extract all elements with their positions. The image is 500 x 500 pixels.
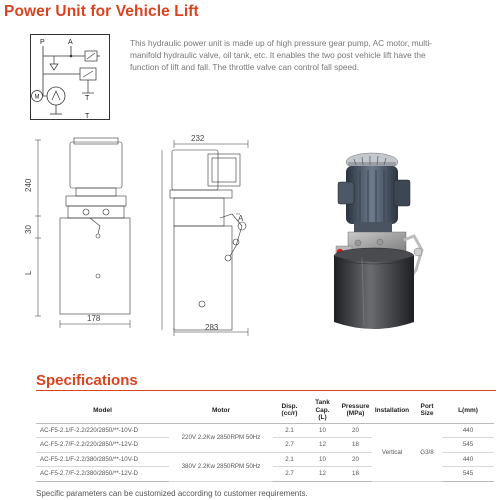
header-length: L(mm): [442, 398, 494, 423]
cell-model: AC-F5-2.1/F-2.2/220/2850/**-10V-D: [36, 423, 169, 438]
cell-pressure: 20: [339, 452, 372, 467]
dim-label-30: 30: [24, 225, 33, 234]
table-header-row: [36, 398, 494, 423]
cell-pressure: 18: [339, 438, 372, 453]
cell-length: 545: [442, 467, 494, 482]
specifications-title: Specifications: [36, 372, 138, 389]
header-installation: Installation: [372, 398, 412, 423]
svg-text:T: T: [85, 95, 90, 102]
cell-model: AC-F5-2.1/F-2.2/380/2850/**-10V-D: [36, 452, 169, 467]
cell-model: AC-F5-2.7/F-2.2/380/2850/**-12V-D: [36, 467, 169, 482]
cell-disp: 2.1: [273, 452, 306, 467]
specifications-divider: [36, 390, 496, 391]
front-view-drawing: [24, 130, 158, 330]
customization-note: Specific parameters can be customized according to customer requirements.: [36, 489, 308, 498]
svg-text:M: M: [34, 94, 40, 101]
cell-tank: 10: [306, 452, 339, 467]
svg-text:T: T: [85, 113, 90, 120]
cell-length: 545: [442, 438, 494, 453]
cell-pressure: 20: [339, 423, 372, 438]
side-view-drawing: [160, 130, 260, 336]
header-tank: Tank Cap. (L): [306, 398, 339, 423]
cell-tank: 10: [306, 423, 339, 438]
table-row: [36, 423, 494, 438]
cell-length: 440: [442, 452, 494, 467]
header-pressure: Pressure (MPa): [339, 398, 372, 423]
cell-tank: 12: [306, 438, 339, 453]
cell-disp: 2.7: [273, 438, 306, 453]
dim-label-l: L: [24, 270, 33, 275]
product-description: This hydraulic power unit is made up of high pressure gear pump, AC motor, multi-manifold hydraulic valve, oil tank, etc. It enables the two post vehicle lift have the function of lift and fall. The throttle valve can control fall speed.: [130, 38, 433, 73]
header-motor: Motor: [169, 398, 273, 423]
cell-disp: 2.7: [273, 467, 306, 482]
port-a-label: A: [238, 214, 244, 223]
cell-port: G3/8: [412, 423, 442, 481]
cell-length: 440: [442, 423, 494, 438]
cell-installation: Vertical: [372, 423, 412, 481]
svg-text:P: P: [40, 39, 45, 46]
cell-pressure: 18: [339, 467, 372, 482]
header-port: Port Size: [412, 398, 442, 423]
cell-motor: 380V 2.2Kw 2850RPM 50Hz: [169, 452, 273, 481]
cell-disp: 2.1: [273, 423, 306, 438]
cell-motor: 220V 2.2Kw 2850RPM 50Hz: [169, 423, 273, 452]
specifications-table: [36, 398, 494, 482]
power-unit-photo: [318, 146, 438, 336]
dim-label-178: 178: [87, 314, 101, 323]
hydraulic-schematic: [30, 34, 110, 120]
page-title: Power Unit for Vehicle Lift: [4, 3, 199, 20]
header-disp: Disp. (cc/r): [273, 398, 306, 423]
header-model: Model: [36, 398, 169, 423]
dim-label-283: 283: [205, 323, 219, 332]
cell-tank: 12: [306, 467, 339, 482]
svg-text:A: A: [68, 39, 73, 46]
cell-model: AC-F5-2.7/F-2.2/220/2850/**-12V-D: [36, 438, 169, 453]
dim-label-232: 232: [191, 134, 205, 143]
dim-label-240: 240: [24, 178, 33, 192]
